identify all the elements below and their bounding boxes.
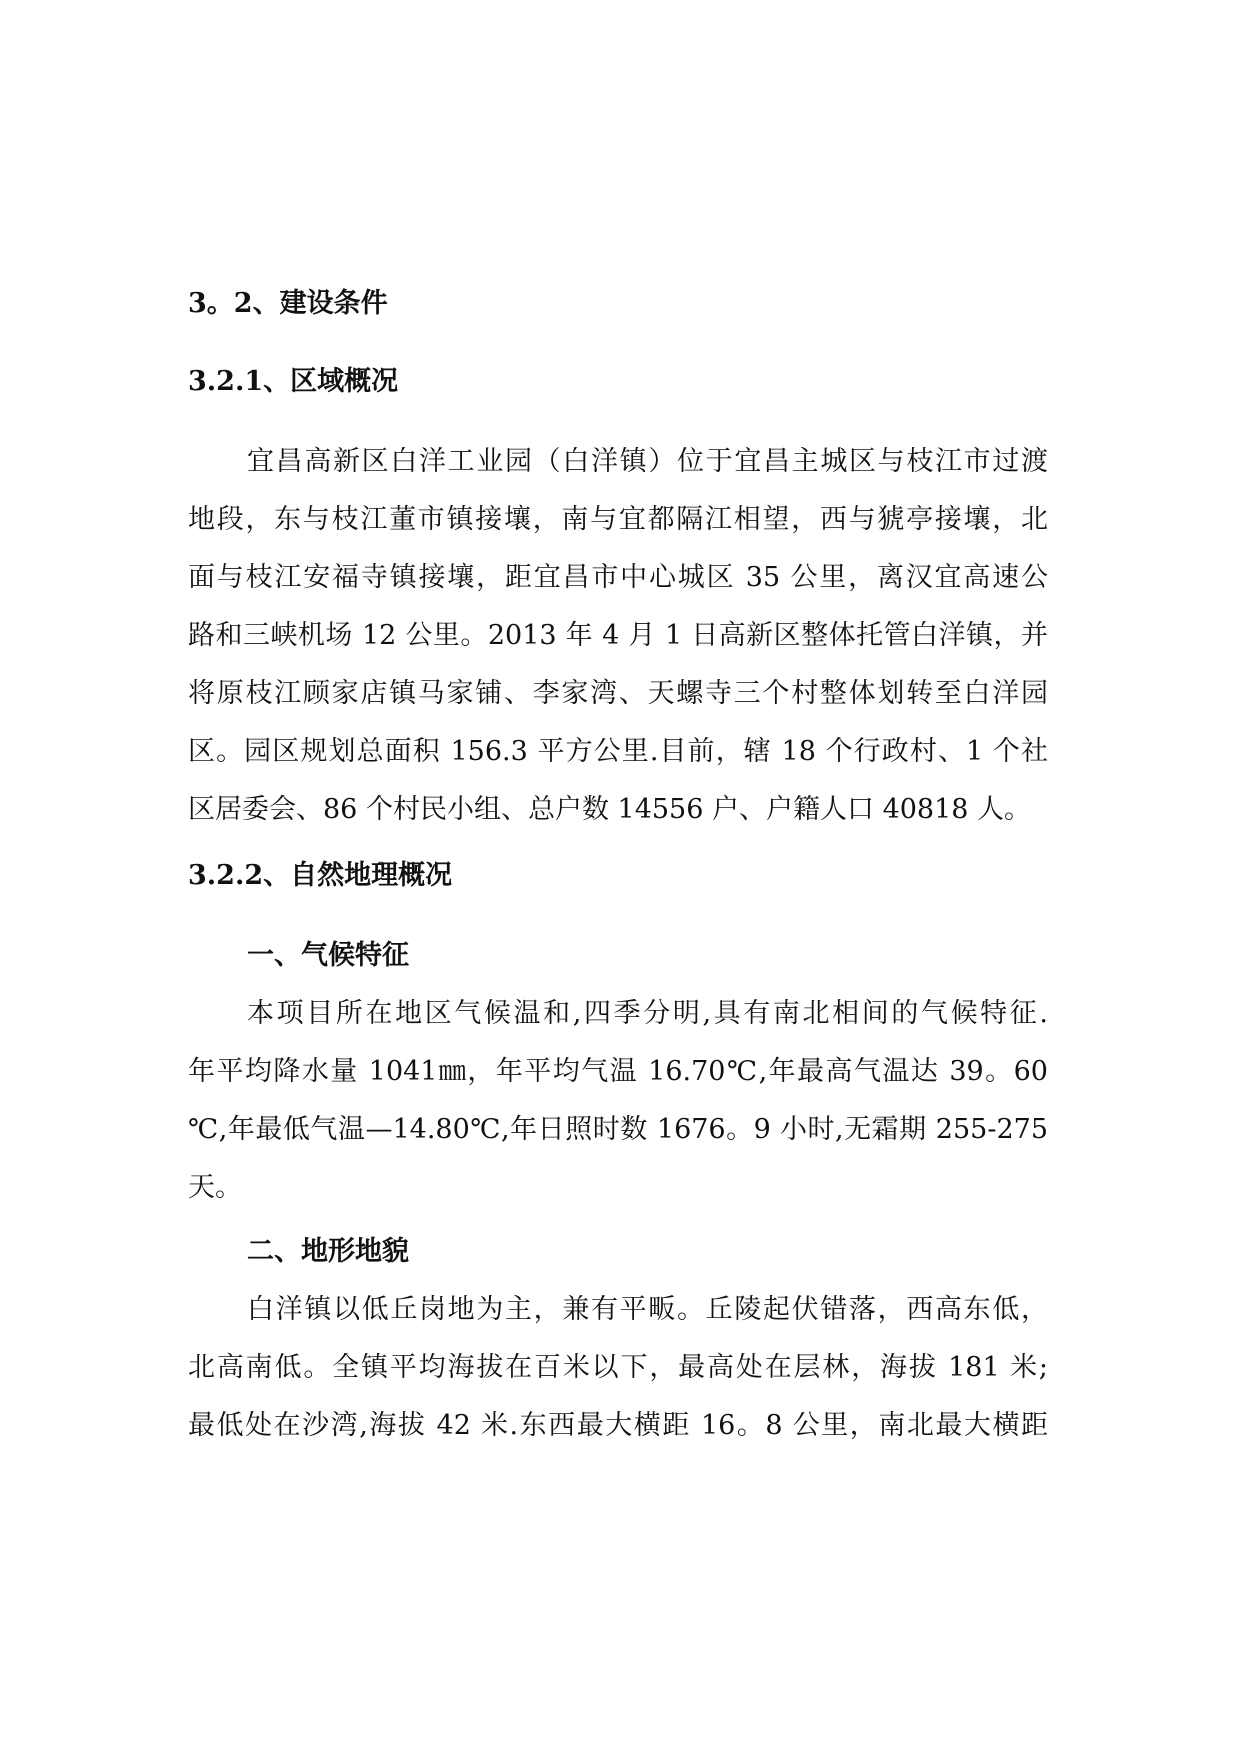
terrain-paragraph-line: 白洋镇以低丘岗地为主，兼有平畈。丘陵起伏错落，西高东低， <box>247 1294 1048 1325</box>
terrain-subheading: 二、地形地貌 <box>247 1236 409 1267</box>
regional-paragraph-line: 路和三峡机场 12 公里。2013 年 4 月 1 日高新区整体托管白洋镇，并 <box>188 620 1048 651</box>
terrain-paragraph-line: 最低处在沙湾,海拔 42 米.东西最大横距 16。8 公里，南北最大横距 <box>188 1410 1048 1441</box>
natural-geography-heading: 3.2.2、自然地理概况 <box>188 860 453 891</box>
regional-paragraph-line: 将原枝江顾家店镇马家铺、李家湾、天螺寺三个村整体划转至白洋园 <box>188 678 1048 709</box>
terrain-paragraph-line: 北高南低。全镇平均海拔在百米以下，最高处在层林，海拔 181 米; <box>188 1352 1048 1383</box>
section-heading: 3。2、建设条件 <box>188 288 388 319</box>
climate-paragraph-line: ℃,年最低气温—14.80℃,年日照时数 1676。9 小时,无霜期 255-275 <box>188 1114 1048 1145</box>
climate-paragraph-line: 天。 <box>188 1172 242 1203</box>
climate-paragraph-line: 年平均降水量 1041㎜，年平均气温 16.70℃,年最高气温达 39。60 <box>188 1056 1048 1087</box>
regional-paragraph-line: 区居委会、86 个村民小组、总户数 14556 户、户籍人口 40818 人。 <box>188 794 1032 825</box>
regional-paragraph-line: 地段，东与枝江董市镇接壤，南与宜都隔江相望，西与猇亭接壤，北 <box>188 504 1048 535</box>
climate-subheading: 一、气候特征 <box>247 940 409 971</box>
regional-paragraph-line: 区。园区规划总面积 156.3 平方公里.目前，辖 18 个行政村、1 个社 <box>188 736 1048 767</box>
regional-overview-heading: 3.2.1、区域概况 <box>188 366 399 397</box>
regional-paragraph-line: 宜昌高新区白洋工业园（白洋镇）位于宜昌主城区与枝江市过渡 <box>247 446 1048 477</box>
climate-paragraph-line: 本项目所在地区气候温和,四季分明,具有南北相间的气候特征. <box>247 998 1048 1029</box>
regional-paragraph-line: 面与枝江安福寺镇接壤，距宜昌市中心城区 35 公里，离汉宜高速公 <box>188 562 1048 593</box>
